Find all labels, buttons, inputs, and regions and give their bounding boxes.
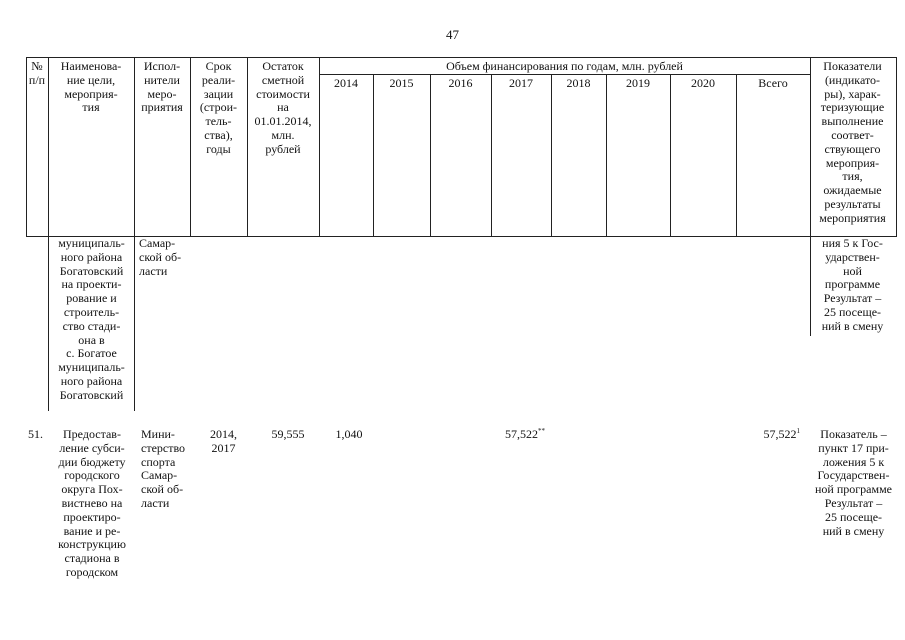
row-term: 2014, 2017: [210, 427, 237, 455]
row-number: 51.: [28, 427, 43, 441]
row-2014: 1,040: [335, 427, 363, 441]
row-name: муниципаль- ного района Богатовский на проекти- рование и строитель- ство стади- она в с. Богатое муниципаль- ного района Богатовский: [58, 236, 125, 402]
year-2017: 2017: [509, 76, 533, 90]
footnote-mark: **: [538, 427, 545, 435]
row-indicator: Показатель – пункт 17 при- ложения 5 к Государствен- ной программе Результат – 25 посеще- ний в смену: [814, 427, 893, 538]
row-indicator: ния 5 к Гос- ударствен- ной программе Результат – 25 посеще- ний в смену: [821, 236, 884, 333]
row-executor: Самар- ской об- ласти: [139, 236, 182, 278]
row-executor: Мини- стерство спорта Самар- ской об- ласти: [141, 427, 186, 510]
year-2014: 2014: [334, 76, 358, 90]
header-col-name: Наименова- ние цели, мероприя- тия: [60, 59, 122, 115]
page-number: 47: [446, 27, 459, 42]
row-total: 57,522$^1$: [763, 427, 800, 441]
row-name: Предостав- ление субси- дии бюджету городского округа Пох- вистнево на проектиро- вание и ре- конструкцию стадиона в городском: [58, 427, 126, 579]
row-2017: 57,522**: [505, 427, 545, 441]
header-col-financing: Объем финансирования по годам, млн. рублей: [446, 59, 683, 73]
year-2018: 2018: [566, 76, 591, 90]
year-2016: 2016: [448, 76, 473, 90]
header-col-num: № п/п: [28, 59, 46, 87]
header-col-term: Срок реали- зации (строи- тель- ства), годы: [199, 59, 238, 156]
year-total: Всего: [758, 76, 788, 90]
header-col-indicators: Показатели (индикато- ры), харак- теризующие выполнение соответ- ствующего мероприя- тия, ожидаемые результаты мероприятия: [819, 59, 886, 225]
year-2019: 2019: [626, 76, 650, 90]
header-col-executor: Испол- нители меро- приятия: [141, 59, 183, 115]
year-2015: 2015: [389, 76, 414, 90]
row-rest: 59,555: [271, 427, 305, 441]
header-col-rest: Остаток сметной стоимости на 01.01.2014, млн. рублей: [254, 59, 312, 156]
year-2020: 2020: [691, 76, 715, 90]
footnote-mark: 1: [796, 427, 800, 435]
